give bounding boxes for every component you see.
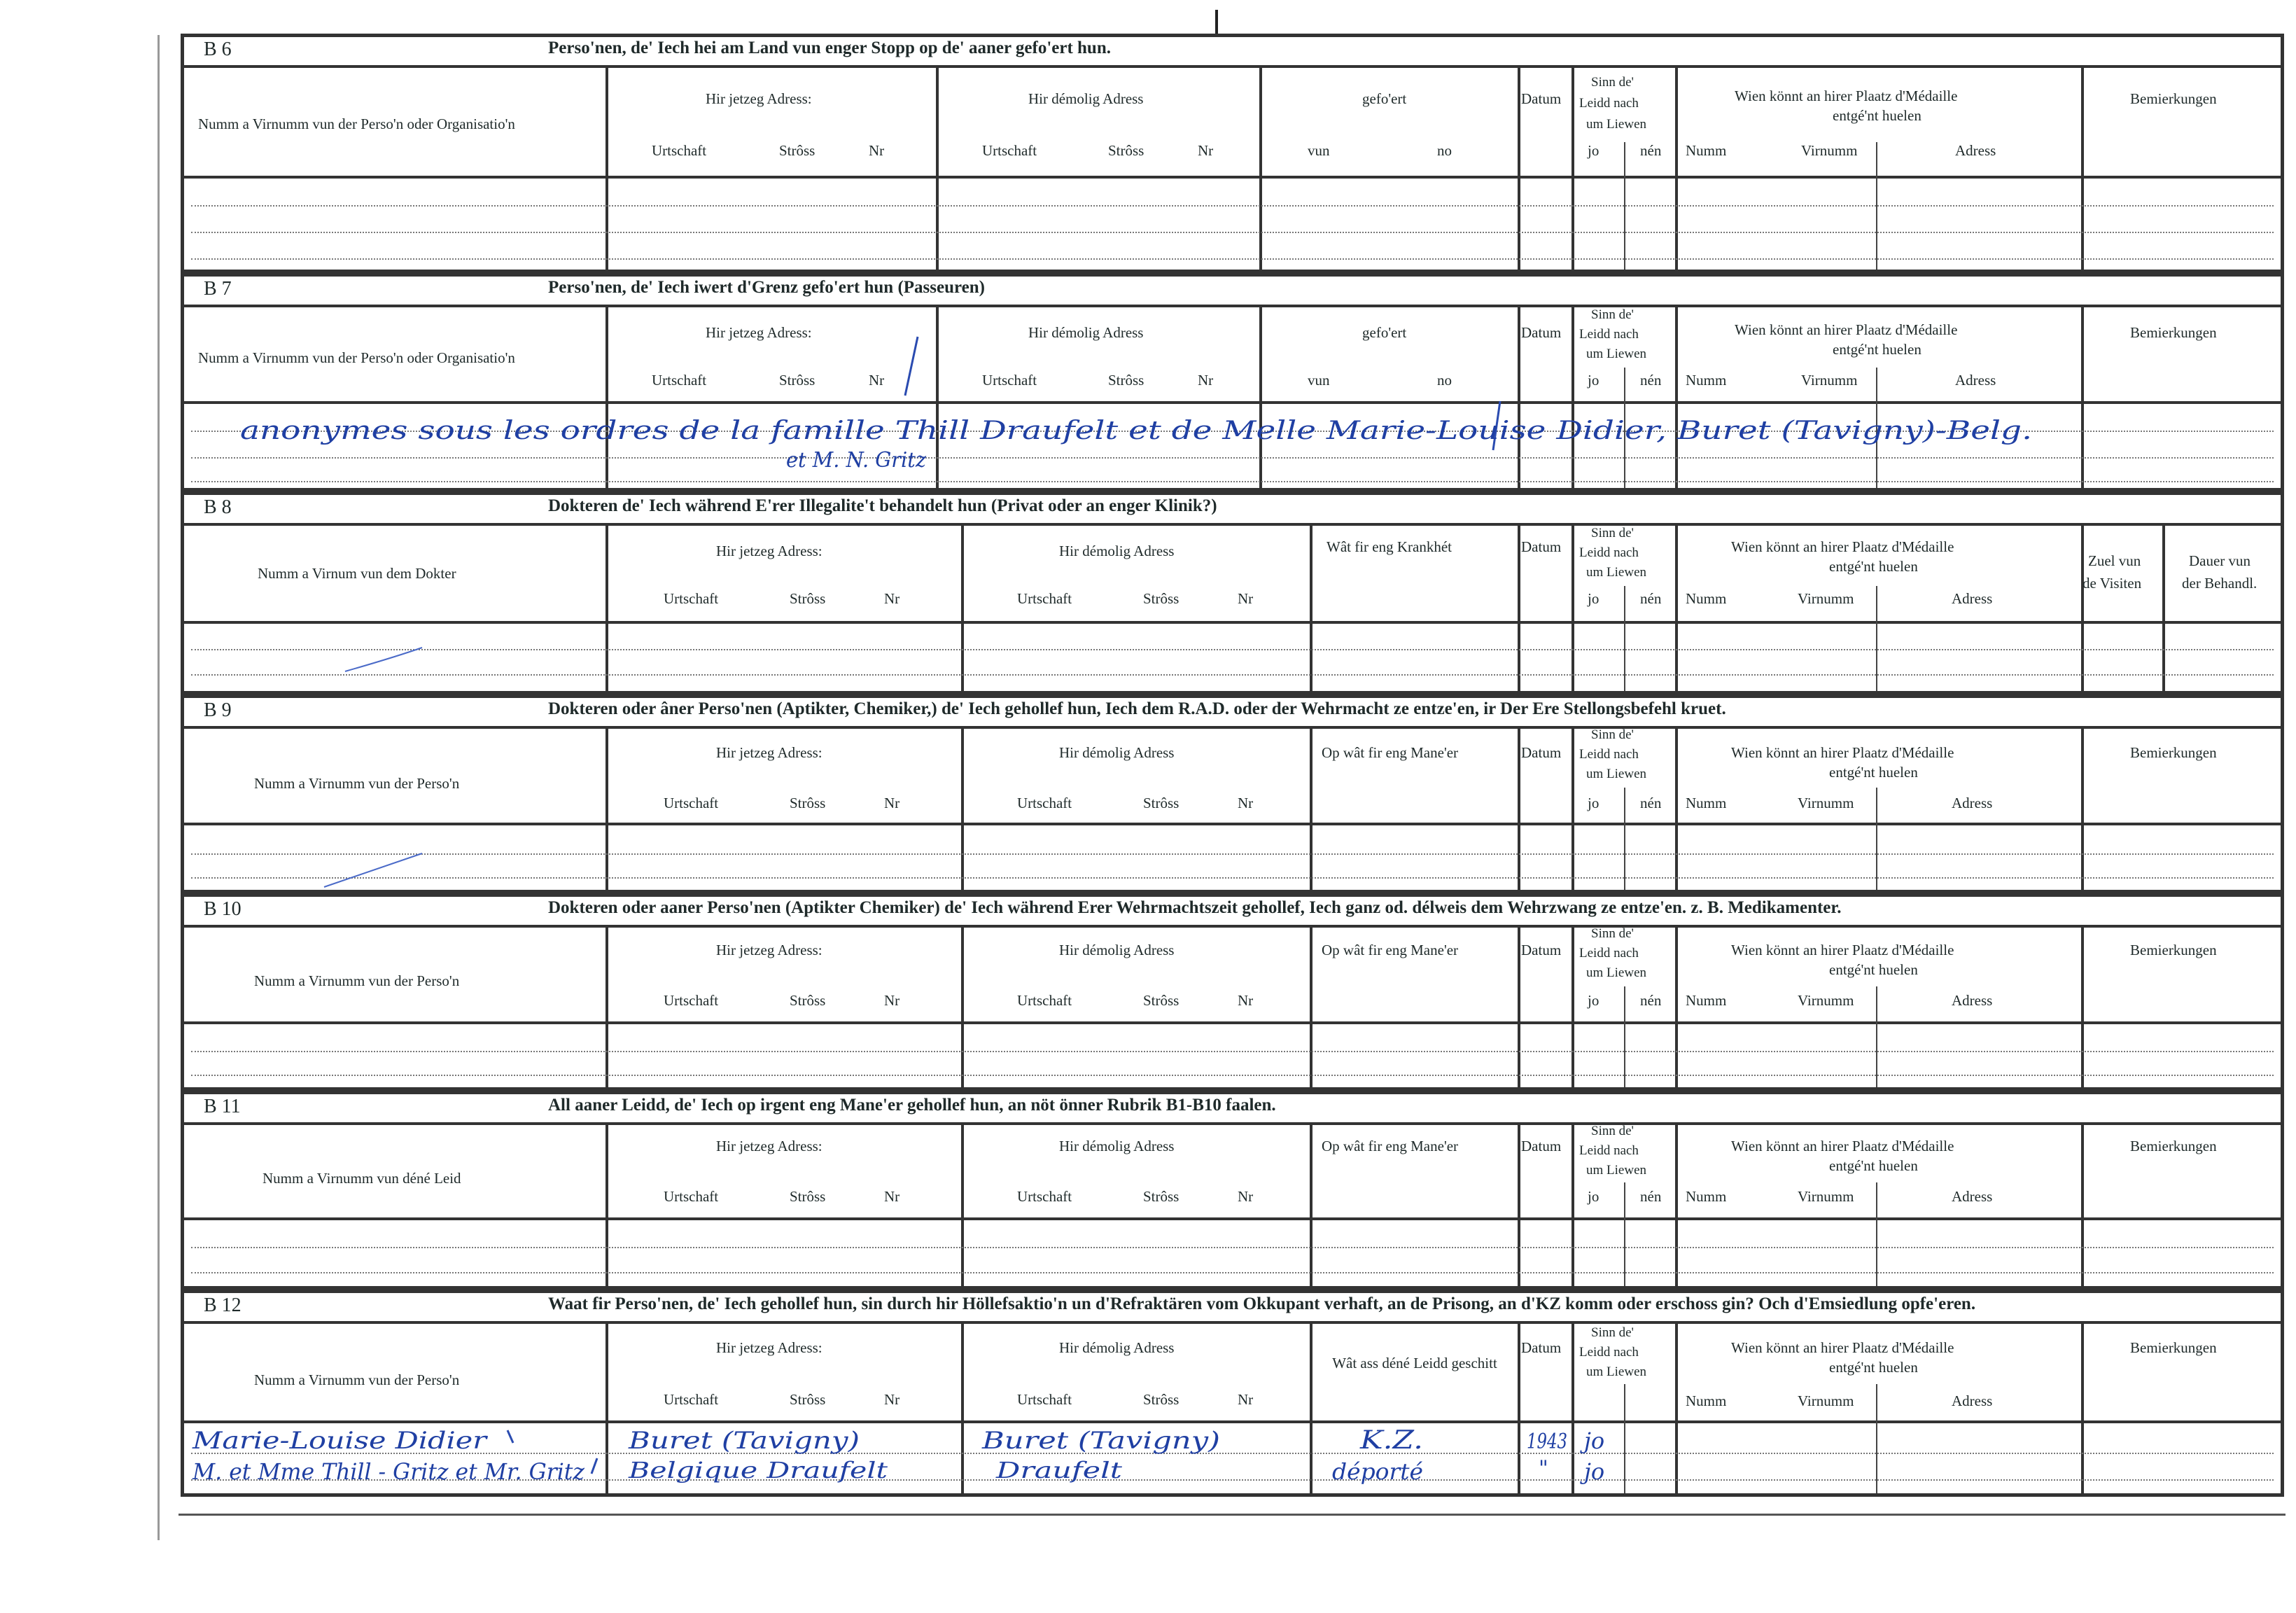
urtschaft-label: Urtschaft — [982, 372, 1037, 389]
name-header: Numm a Virnum vun dem Dokter — [258, 565, 456, 582]
adress-label: Adress — [1952, 795, 1993, 811]
section-b11 — [181, 1091, 2284, 1290]
virnumm-label: Virnumm — [1801, 142, 1858, 159]
section-b10 — [181, 893, 2284, 1091]
maneer-header: Op wât fir eng Mane'er — [1322, 1138, 1459, 1154]
urtschaft-label: Urtschaft — [1017, 1188, 1072, 1205]
gefoert-header: gefo'ert — [1362, 324, 1407, 341]
handwriting-b12-date1: 1943 — [1527, 1430, 1567, 1454]
medaille-header-2: entgé'nt huelen — [1829, 1359, 1918, 1376]
bemierkungen-header: Bemierkungen — [2130, 324, 2217, 341]
section-code: B 10 — [204, 898, 241, 920]
nen-label: nén — [1640, 992, 1662, 1009]
stross-label: Strôss — [1108, 372, 1144, 389]
handwriting-b12-what2: déporté — [1332, 1458, 1423, 1485]
handwriting-b12-jo2: jo — [1584, 1458, 1605, 1485]
datum-header: Datum — [1521, 1339, 1562, 1356]
address-now-header: Hir jetzeg Adress: — [716, 744, 822, 761]
medaille-header: Wien könnt an hirer Plaatz d'Médaille — [1731, 1339, 1954, 1356]
address-then-header: Hir démolig Adress — [1059, 942, 1175, 958]
section-b12 — [181, 1290, 2284, 1497]
geschitt-header: Wât ass déné Leidd geschitt — [1332, 1355, 1497, 1371]
section-b9 — [181, 694, 2284, 893]
nr-label: Nr — [1238, 1391, 1254, 1408]
nr-label: Nr — [869, 372, 885, 389]
section-title: Perso'nen, de' Iech iwert d'Grenz gefo'ert hun (Passeuren) — [548, 278, 985, 297]
no-label: no — [1437, 372, 1452, 389]
sinn-label: Sinn de' — [1591, 926, 1634, 941]
nr-label: Nr — [1238, 992, 1254, 1009]
section-b8 — [181, 491, 2284, 694]
medaille-header: Wien könnt an hirer Plaatz d'Médaille — [1731, 538, 1954, 555]
virnumm-label: Virnumm — [1798, 590, 1854, 607]
datum-header: Datum — [1521, 1138, 1562, 1154]
liewen-label: um Liewen — [1586, 117, 1647, 132]
maneer-header: Op wât fir eng Mane'er — [1322, 942, 1459, 958]
jo-label: jo — [1588, 992, 1600, 1009]
stross-label: Strôss — [779, 142, 816, 159]
address-now-header: Hir jetzeg Adress: — [706, 90, 812, 107]
stross-label: Strôss — [1143, 590, 1180, 607]
nen-label: nén — [1640, 142, 1662, 159]
stross-label: Strôss — [790, 590, 826, 607]
section-code: B 6 — [204, 39, 232, 60]
bottom-rule — [178, 1514, 2286, 1516]
virnumm-label: Virnumm — [1798, 1392, 1854, 1409]
leidd-label: Leidd nach — [1579, 96, 1639, 111]
address-now-header: Hir jetzeg Adress: — [706, 324, 812, 341]
stross-label: Strôss — [1143, 1391, 1180, 1408]
name-header: Numm a Virnumm vun déné Leid — [262, 1170, 461, 1187]
sinn-label: Sinn de' — [1591, 1124, 1634, 1138]
numm-label: Numm — [1686, 795, 1727, 811]
handwriting-b12-jo1: jo — [1584, 1427, 1605, 1454]
no-label: no — [1437, 142, 1452, 159]
bemierkungen-header: Bemierkungen — [2130, 90, 2217, 107]
stross-label: Strôss — [790, 992, 826, 1009]
nr-label: Nr — [1238, 1188, 1254, 1205]
stross-label: Strôss — [790, 795, 826, 811]
urtschaft-label: Urtschaft — [1017, 590, 1072, 607]
section-header — [184, 1293, 2281, 1324]
handwriting-b12-now1: Buret (Tavigny) — [627, 1427, 860, 1455]
jo-label: jo — [1588, 142, 1600, 159]
leidd-label: Leidd nach — [1579, 545, 1639, 560]
section-title: Dokteren oder âner Perso'nen (Aptikter, Chemiker,) de' Iech gehollef hun, Iech dem R.A.D. oder der Wehrmacht ze entze'en, ir Der Ere Stellongsbefehl kruet. — [548, 699, 1726, 718]
numm-label: Numm — [1686, 372, 1727, 389]
address-then-header: Hir démolig Adress — [1059, 1138, 1175, 1154]
datum-header: Datum — [1521, 90, 1562, 107]
section-header — [184, 37, 2281, 68]
nr-label: Nr — [1238, 590, 1254, 607]
section-b6 — [181, 34, 2284, 273]
stross-label: Strôss — [779, 372, 816, 389]
handwriting-b7-line2: et M. N. Gritz — [786, 448, 927, 473]
jo-label: jo — [1588, 795, 1600, 811]
vun-label: vun — [1308, 142, 1330, 159]
fold-mark — [1215, 10, 1218, 36]
zuel-header: Zuel vun — [2088, 552, 2141, 569]
datum-header: Datum — [1521, 538, 1562, 555]
zuel-header-2: de Visiten — [2082, 575, 2142, 592]
adress-label: Adress — [1955, 142, 1996, 159]
dauer-header-2: der Behandl. — [2182, 575, 2258, 592]
numm-label: Numm — [1686, 1188, 1727, 1205]
handwriting-b12-name2: M. et Mme Thill - Gritz et Mr. Gritz — [192, 1458, 586, 1485]
section-header — [184, 277, 2281, 307]
nr-label: Nr — [1198, 372, 1214, 389]
medaille-header-2: entgé'nt huelen — [1829, 1157, 1918, 1174]
medaille-header-2: entgé'nt huelen — [1829, 558, 1918, 575]
liewen-label: um Liewen — [1586, 565, 1647, 580]
handwriting-b7-line1: anonymes sous les ordres de la famille Thill Draufelt et de Melle Marie-Louise Didier, Buret (Tavigny)-Belg. — [240, 417, 2032, 445]
bemierkungen-header: Bemierkungen — [2130, 1138, 2217, 1154]
nen-label: nén — [1640, 1188, 1662, 1205]
medaille-header: Wien könnt an hirer Plaatz d'Médaille — [1735, 88, 1958, 104]
name-header: Numm a Virnumm vun der Perso'n oder Organisatio'n — [198, 116, 515, 132]
nr-label: Nr — [884, 795, 900, 811]
name-header: Numm a Virnumm vun der Perso'n — [254, 775, 460, 792]
urtschaft-label: Urtschaft — [1017, 1391, 1072, 1408]
bemierkungen-header: Bemierkungen — [2130, 744, 2217, 761]
name-header: Numm a Virnumm vun der Perso'n — [254, 1371, 460, 1388]
nr-label: Nr — [1238, 795, 1254, 811]
liewen-label: um Liewen — [1586, 965, 1647, 980]
liewen-label: um Liewen — [1586, 1163, 1647, 1178]
maneer-header: Op wât fir eng Mane'er — [1322, 744, 1459, 761]
section-header — [184, 495, 2281, 526]
numm-label: Numm — [1686, 590, 1727, 607]
urtschaft-label: Urtschaft — [664, 795, 719, 811]
stross-label: Strôss — [1143, 992, 1180, 1009]
address-then-header: Hir démolig Adress — [1059, 543, 1175, 559]
nen-label: nén — [1640, 372, 1662, 389]
leidd-label: Leidd nach — [1579, 327, 1639, 342]
handwriting-b12-now2: Belgique Draufelt — [627, 1457, 888, 1483]
handwriting-b12-then1: Buret (Tavigny) — [981, 1427, 1220, 1455]
dauer-header: Dauer vun — [2189, 552, 2251, 569]
stross-label: Strôss — [790, 1188, 826, 1205]
liewen-label: um Liewen — [1586, 347, 1647, 361]
section-b7 — [181, 273, 2284, 491]
gefoert-header: gefo'ert — [1362, 90, 1407, 107]
jo-label: jo — [1588, 590, 1600, 607]
virnumm-label: Virnumm — [1798, 795, 1854, 811]
jo-label: jo — [1588, 1188, 1600, 1205]
handwriting-b12-date2: " — [1539, 1456, 1548, 1481]
nr-label: Nr — [869, 142, 885, 159]
section-code: B 12 — [204, 1294, 241, 1316]
adress-label: Adress — [1952, 1392, 1993, 1409]
stross-label: Strôss — [1143, 1188, 1180, 1205]
krankheet-header: Wât fir eng Krankhét — [1326, 538, 1452, 555]
leidd-label: Leidd nach — [1579, 1143, 1639, 1158]
section-title: Perso'nen, de' Iech hei am Land vun enger Stopp op de' aaner gefo'ert hun. — [548, 39, 1111, 57]
liewen-label: um Liewen — [1586, 1364, 1647, 1379]
urtschaft-label: Urtschaft — [1017, 992, 1072, 1009]
address-then-header: Hir démolig Adress — [1059, 744, 1175, 761]
stross-label: Strôss — [1108, 142, 1144, 159]
bemierkungen-header: Bemierkungen — [2130, 942, 2217, 958]
datum-header: Datum — [1521, 942, 1562, 958]
margin-rule — [158, 35, 160, 1540]
sinn-label: Sinn de' — [1591, 1325, 1634, 1340]
stross-label: Strôss — [790, 1391, 826, 1408]
adress-label: Adress — [1952, 992, 1993, 1009]
adress-label: Adress — [1952, 590, 1993, 607]
section-title: All aaner Leidd, de' Iech op irgent eng Mane'er gehollef hun, an nöt önner Rubrik B1-B10 faalen. — [548, 1096, 1276, 1115]
leidd-label: Leidd nach — [1579, 1345, 1639, 1360]
medaille-header: Wien könnt an hirer Plaatz d'Médaille — [1731, 942, 1954, 958]
sinn-label: Sinn de' — [1591, 526, 1634, 540]
handwriting-b12-what1: K.Z. — [1359, 1426, 1423, 1455]
nen-label: nén — [1640, 590, 1662, 607]
urtschaft-label: Urtschaft — [664, 1188, 719, 1205]
section-code: B 9 — [204, 699, 232, 721]
medaille-header: Wien könnt an hirer Plaatz d'Médaille — [1731, 744, 1954, 761]
medaille-header-2: entgé'nt huelen — [1829, 764, 1918, 781]
medaille-header: Wien könnt an hirer Plaatz d'Médaille — [1735, 321, 1958, 338]
address-then-header: Hir démolig Adress — [1028, 324, 1144, 341]
nr-label: Nr — [884, 1188, 900, 1205]
sinn-label: Sinn de' — [1591, 307, 1634, 322]
urtschaft-label: Urtschaft — [664, 992, 719, 1009]
sinn-label: Sinn de' — [1591, 75, 1634, 90]
adress-label: Adress — [1955, 372, 1996, 389]
section-title: Waat fir Perso'nen, de' Iech gehollef hun, sin durch hir Höllefsaktio'n un d'Refraktären vom Okkupant verhaft, an de Prisong, an d'KZ komm oder erschoss gin? Och d'Emsiedlung opfe'eren. — [548, 1294, 1976, 1313]
leidd-label: Leidd nach — [1579, 747, 1639, 762]
urtschaft-label: Urtschaft — [982, 142, 1037, 159]
urtschaft-label: Urtschaft — [652, 142, 707, 159]
stross-label: Strôss — [1143, 795, 1180, 811]
urtschaft-label: Urtschaft — [652, 372, 707, 389]
address-now-header: Hir jetzeg Adress: — [716, 1138, 822, 1154]
medaille-header-2: entgé'nt huelen — [1833, 341, 1921, 358]
datum-header: Datum — [1521, 744, 1562, 761]
nen-label: nén — [1640, 795, 1662, 811]
sinn-label: Sinn de' — [1591, 727, 1634, 742]
section-header — [184, 897, 2281, 928]
nr-label: Nr — [884, 590, 900, 607]
nr-label: Nr — [1198, 142, 1214, 159]
address-now-header: Hir jetzeg Adress: — [716, 1339, 822, 1356]
section-code: B 7 — [204, 278, 232, 300]
section-header — [184, 698, 2281, 729]
virnumm-label: Virnumm — [1801, 372, 1858, 389]
name-header: Numm a Virnumm vun der Perso'n — [254, 972, 460, 989]
medaille-header-2: entgé'nt huelen — [1829, 961, 1918, 978]
address-now-header: Hir jetzeg Adress: — [716, 543, 822, 559]
numm-label: Numm — [1686, 992, 1727, 1009]
medaille-header-2: entgé'nt huelen — [1833, 107, 1921, 124]
leidd-label: Leidd nach — [1579, 946, 1639, 961]
section-title: Dokteren de' Iech während E'rer Illegalite't behandelt hun (Privat oder an enger Klinik?) — [548, 496, 1217, 515]
virnumm-label: Virnumm — [1798, 1188, 1854, 1205]
urtschaft-label: Urtschaft — [664, 1391, 719, 1408]
vun-label: vun — [1308, 372, 1330, 389]
name-header: Numm a Virnumm vun der Perso'n oder Organisatio'n — [198, 349, 515, 366]
handwriting-b12-name1: Marie-Louise Didier — [191, 1427, 489, 1455]
section-header — [184, 1094, 2281, 1125]
section-title: Dokteren oder aaner Perso'nen (Aptikter Chemiker) de' Iech während Erer Wehrmachtszeit gehollef, Iech ganz od. délweis dem Wehrzwang ze entze'en. z. B. Medikamenter. — [548, 898, 1842, 917]
virnumm-label: Virnumm — [1798, 992, 1854, 1009]
medaille-header: Wien könnt an hirer Plaatz d'Médaille — [1731, 1138, 1954, 1154]
address-then-header: Hir démolig Adress — [1028, 90, 1144, 107]
datum-header: Datum — [1521, 324, 1562, 341]
urtschaft-label: Urtschaft — [1017, 795, 1072, 811]
numm-label: Numm — [1686, 142, 1727, 159]
handwriting-b12-then2: Draufelt — [995, 1457, 1123, 1483]
section-code: B 8 — [204, 496, 232, 518]
address-now-header: Hir jetzeg Adress: — [716, 942, 822, 958]
liewen-label: um Liewen — [1586, 767, 1647, 781]
bemierkungen-header: Bemierkungen — [2130, 1339, 2217, 1356]
nr-label: Nr — [884, 992, 900, 1009]
urtschaft-label: Urtschaft — [664, 590, 719, 607]
adress-label: Adress — [1952, 1188, 1993, 1205]
address-then-header: Hir démolig Adress — [1059, 1339, 1175, 1356]
section-code: B 11 — [204, 1096, 241, 1117]
jo-label: jo — [1588, 372, 1600, 389]
nr-label: Nr — [884, 1391, 900, 1408]
numm-label: Numm — [1686, 1392, 1727, 1409]
